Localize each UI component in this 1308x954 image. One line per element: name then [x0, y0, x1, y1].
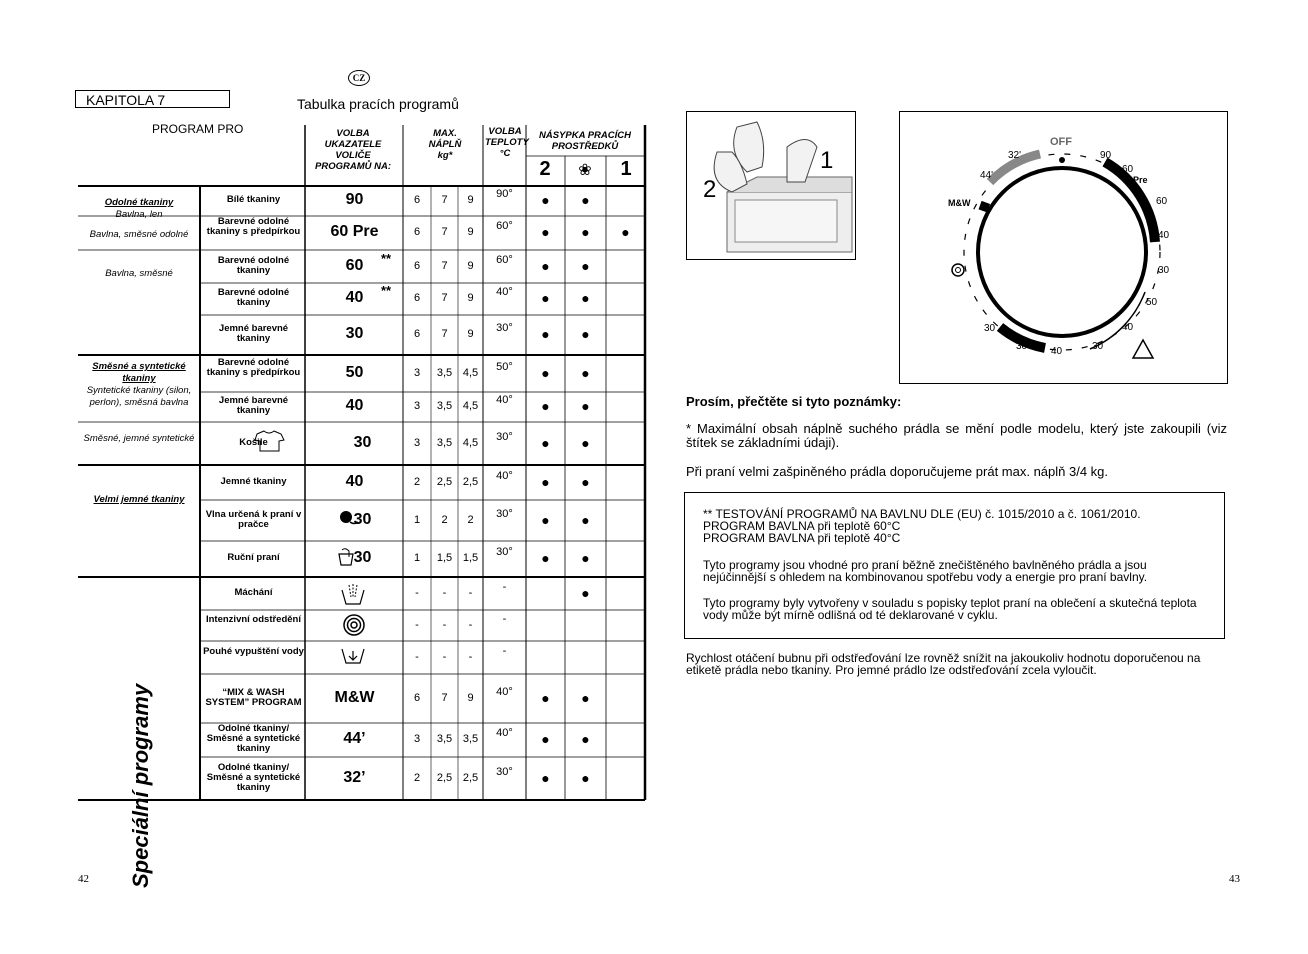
group-smesne-jemne: Směsné, jemné syntetické: [83, 433, 195, 444]
dial-40: 40: [1158, 230, 1170, 241]
group-bavlna-smesne-odolne: Bavlna, směsné odolné: [89, 229, 189, 240]
row-5-l3: 9: [467, 328, 474, 340]
row-12-d3: ●: [581, 584, 590, 601]
col-load-header: MAX. NÁPLŇ kg*: [428, 128, 462, 161]
row-9-l2: 2,5: [436, 475, 453, 488]
row-4-program: Barevné odolné tkaniny: [217, 287, 290, 308]
col-temp-header: VOLBA TEPLOTY °C: [485, 126, 529, 159]
row-11-l1: 1: [413, 552, 421, 564]
dial-wool-30: 30: [1016, 341, 1028, 352]
dial-mw: M&W: [948, 198, 971, 208]
dial-delicate-40: 40: [1051, 346, 1063, 357]
note-dirty-laundry: Při praní velmi zašpiněného prádla doporučujeme prát max. náplň 3/4 kg.: [686, 464, 1109, 479]
row-2-d3: ●: [581, 224, 590, 240]
row-16-temp: 40°: [496, 727, 513, 739]
box-paragraph-3: Tyto programy byly vytvořeny v souladu s popisky teplot praní na oblečení a skutečná teplota vody může být mírně odlišná od té deklarované v cyklu.: [703, 596, 1197, 622]
row-7-l2: 3,5: [436, 400, 453, 412]
chapter-label: KAPITOLA 7: [75, 90, 230, 108]
row-12-program: Máchání: [234, 586, 273, 598]
row-7-temp: 40°: [496, 394, 513, 406]
dial-50: 50: [1146, 297, 1158, 308]
row-16-d2: ●: [541, 731, 550, 747]
row-4-selector: 40: [345, 289, 364, 306]
dial-30: 30: [1158, 265, 1170, 276]
row-4-l1: 6: [413, 292, 421, 304]
row-7-l3: 4,5: [462, 400, 479, 412]
row-15-l1: 6: [413, 691, 421, 704]
row-12-l2: -: [442, 586, 447, 599]
dial-30-synth: 30: [1092, 341, 1104, 352]
row-2-d2: ●: [541, 224, 550, 240]
row-1-l3: 9: [467, 194, 474, 206]
rinse-icon: [340, 582, 366, 606]
row-17-selector: 32’: [343, 768, 366, 786]
row-10-l1: 1: [413, 513, 421, 526]
row-16-program: Odolné tkaniny/ Směsné a syntetické tkaniny: [206, 723, 301, 754]
row-1-selector: 90: [345, 191, 364, 208]
row-14-temp: -: [502, 644, 507, 657]
row-6-l1: 3: [413, 366, 421, 379]
col-selector-header: VOLBA UKAZATELE VOLIČE PROGRAMŮ NA:: [315, 128, 391, 172]
row-3-d2: ●: [541, 257, 550, 274]
row-3-temp: 60°: [496, 253, 513, 266]
row-3-suffix: **: [381, 250, 392, 266]
row-5-temp: 30°: [496, 322, 513, 334]
row-7-l1: 3: [413, 400, 421, 412]
row-9-selector: 40: [345, 472, 364, 490]
row-4-l2: 7: [441, 292, 448, 304]
testing-note-box: [684, 492, 1225, 639]
page-number-right: 43: [1229, 873, 1240, 885]
row-6-d2: ●: [541, 364, 550, 381]
language-badge: CZ: [348, 70, 370, 86]
row-12-l3: -: [468, 586, 473, 599]
row-11-l3: 1,5: [462, 552, 479, 564]
row-17-l2: 2,5: [436, 771, 453, 784]
row-5-d3: ●: [581, 326, 590, 342]
program-dial-figure: [899, 111, 1228, 384]
row-14-program: Pouhé vypuštění vody: [203, 645, 304, 657]
row-13-l1: -: [415, 618, 419, 631]
row-9-program: Jemné tkaniny: [220, 475, 287, 487]
drawer-figure-label-1: 1: [820, 147, 834, 174]
dial-40-synth: 40: [1122, 322, 1134, 333]
col-detergent-header: NÁSYPKA PRACÍCH PROSTŘEDKŮ: [538, 130, 632, 152]
row-10-l2: 2: [441, 513, 448, 526]
row-8-d2: ●: [541, 434, 550, 451]
row-1-temp: 90°: [496, 188, 513, 200]
handwash-icon: [336, 546, 356, 568]
row-14-l2: -: [442, 650, 447, 663]
row-2-selector: 60 Pre: [330, 223, 379, 240]
row-2-d1: ●: [621, 224, 630, 240]
group-bavlna-smesne: Bavlna, směsné: [105, 268, 173, 279]
drawer-compartment-2: 2: [539, 158, 551, 180]
note-max-load: * Maximální obsah náplně suchého prádla se mění podle modelu, který jste zakoupili (viz štítek se základními údaji).: [686, 421, 1227, 450]
row-6-selector: 50: [345, 363, 364, 381]
flower-icon: ❀: [578, 162, 592, 179]
dial-handwash-30: 30: [984, 323, 996, 334]
group-velmi-jemne: Velmi jemné tkaniny: [93, 494, 185, 505]
row-16-l3: 3,5: [462, 733, 479, 745]
dial-off: OFF: [1050, 136, 1072, 148]
wool-icon: [338, 508, 360, 530]
dial-pre: Pre: [1133, 175, 1148, 185]
row-15-d3: ●: [581, 689, 590, 706]
row-10-d3: ●: [581, 511, 590, 528]
row-12-l1: -: [415, 586, 419, 599]
row-7-program: Jemné barevné tkaniny: [218, 395, 289, 416]
row-15-temp: 40°: [496, 685, 513, 698]
row-11-l2: 1,5: [436, 552, 453, 564]
row-10-program: Vlna určená k praní v pračce: [205, 508, 302, 530]
row-5-program: Jemné barevné tkaniny: [218, 323, 289, 344]
row-9-d3: ●: [581, 473, 590, 490]
row-2-l3: 9: [467, 226, 474, 238]
row-5-l2: 7: [441, 328, 448, 340]
drawer-compartment-1: 1: [620, 158, 632, 180]
row-8-d3: ●: [581, 434, 590, 451]
row-13-l2: -: [442, 618, 447, 631]
drawer-figure-label-2: 2: [703, 176, 717, 203]
detergent-drawer-figure: [686, 111, 856, 260]
row-11-d3: ●: [581, 550, 590, 566]
row-13-program: Intenzivní odstředění: [205, 613, 301, 625]
row-2-temp: 60°: [496, 220, 513, 232]
col-program-for: PROGRAM PRO: [152, 122, 244, 136]
row-7-selector: 40: [345, 397, 364, 414]
dial-44min: 44': [980, 170, 994, 181]
row-3-selector: 60: [345, 256, 364, 274]
row-6-d3: ●: [581, 364, 590, 381]
row-17-l1: 2: [413, 771, 421, 784]
row-13-l3: -: [468, 618, 473, 631]
row-11-d2: ●: [541, 550, 550, 566]
special-programs-label: Speciální programy: [128, 683, 153, 888]
row-5-d2: ●: [541, 326, 550, 342]
row-8-l2: 3,5: [436, 436, 453, 449]
row-17-temp: 30°: [496, 765, 513, 778]
row-8-temp: 30°: [496, 430, 513, 443]
row-10-l3: 2: [467, 513, 474, 526]
row-6-l2: 3,5: [436, 366, 453, 379]
row-10-d2: ●: [541, 511, 550, 528]
row-7-d3: ●: [581, 398, 590, 414]
row-11-program: Ruční praní: [227, 552, 280, 563]
group-odolne: Odolné tkaniny Bavlna, len: [104, 197, 174, 220]
row-9-temp: 40°: [496, 469, 513, 482]
row-4-d3: ●: [581, 290, 590, 306]
row-17-program: Odolné tkaniny/ Směsné a syntetické tkaniny: [206, 761, 301, 793]
row-15-program: “MIX & WASH SYSTEM” PROGRAM: [205, 686, 302, 708]
row-6-l3: 4,5: [462, 366, 479, 379]
row-3-d3: ●: [581, 257, 590, 274]
drain-icon: [340, 645, 366, 669]
row-16-d3: ●: [581, 731, 590, 747]
notes-title: Prosím, přečtěte si tyto poznámky:: [686, 394, 902, 409]
row-16-l1: 3: [413, 733, 421, 745]
dial-90: 90: [1100, 150, 1112, 161]
row-1-l2: 7: [441, 194, 448, 206]
row-10-selector: 30: [353, 510, 372, 528]
row-8-program: Košile: [239, 436, 268, 448]
row-13-temp: -: [502, 612, 507, 625]
page-number-left: 42: [78, 873, 89, 885]
row-4-temp: 40°: [496, 286, 513, 298]
row-1-d3: ●: [581, 192, 590, 208]
box-line-1: ** TESTOVÁNÍ PROGRAMŮ NA BAVLNU DLE (EU) č. 1015/2010 a č. 1061/2010.: [703, 507, 1141, 521]
row-1-l1: 6: [413, 194, 421, 206]
row-4-d2: ●: [541, 290, 550, 306]
row-3-program: Barevné odolné tkaniny: [217, 254, 290, 276]
box-line-2: PROGRAM BAVLNA při teplotě 60°C: [703, 519, 901, 533]
row-4-l3: 9: [467, 292, 474, 304]
row-3-l2: 7: [441, 259, 448, 272]
row-2-l1: 6: [413, 226, 421, 238]
dial-32min: 32': [1008, 150, 1022, 161]
row-11-temp: 30°: [496, 546, 513, 558]
dial-60-pre: 60: [1122, 164, 1134, 175]
row-9-l1: 2: [413, 475, 421, 488]
row-5-l1: 6: [413, 328, 421, 340]
row-15-selector: M&W: [334, 688, 375, 706]
page-title: Tabulka pracích programů: [297, 96, 459, 112]
row-14-l3: -: [468, 650, 473, 663]
row-10-temp: 30°: [496, 507, 513, 520]
row-9-l3: 2,5: [462, 475, 479, 488]
row-15-l2: 7: [441, 691, 448, 704]
box-paragraph-2: Tyto programy jsou vhodné pro praní běžně znečištěného bavlněného prádla a jsou nejúčinnější s ohledem na kombinovanou spotřebu vody a energie pro praní bavlny.: [703, 558, 1148, 584]
row-15-d2: ●: [541, 689, 550, 706]
row-8-l1: 3: [413, 436, 421, 449]
row-3-l1: 6: [413, 259, 421, 272]
dial-60: 60: [1156, 196, 1168, 207]
row-16-l2: 3,5: [436, 733, 453, 745]
row-8-l3: 4,5: [462, 436, 479, 449]
row-15-l3: 9: [467, 691, 474, 704]
row-3-l3: 9: [467, 259, 474, 272]
row-6-temp: 50°: [496, 360, 513, 373]
row-2-program: Barevné odolné tkaniny s předpírkou: [206, 216, 301, 237]
row-17-d2: ●: [541, 769, 550, 786]
row-12-temp: -: [502, 580, 507, 593]
row-17-l3: 2,5: [462, 771, 479, 784]
row-9-d2: ●: [541, 473, 550, 490]
row-1-d2: ●: [541, 192, 550, 208]
row-11-selector: 30: [353, 549, 372, 566]
row-16-selector: 44’: [343, 730, 366, 747]
row-5-selector: 30: [345, 325, 364, 342]
group-smesne-synteticke: Směsné a syntetické tkaniny Syntetické tkaniny (silon, perlon), směsná bavlna: [86, 361, 192, 408]
row-14-l1: -: [415, 650, 419, 663]
row-17-d3: ●: [581, 769, 590, 786]
row-6-program: Barevné odolné tkaniny s předpírkou: [206, 356, 301, 378]
row-7-d2: ●: [541, 398, 550, 414]
row-2-l2: 7: [441, 226, 448, 238]
note-spin-speed: Rychlost otáčení bubnu při odstřeďování lze rovněž snížit na jakoukoliv hodnotu doporučenou na etiketě prádla nebo tkaniny. Pro jemné prádlo lze odstřeďování zcela vyloučit.: [686, 651, 1201, 677]
spin-icon: [342, 613, 366, 637]
box-line-3: PROGRAM BAVLNA při teplotě 40°C: [703, 531, 901, 545]
shirt-icon: [252, 428, 286, 454]
row-4-suffix: **: [381, 283, 392, 298]
row-1-program: Bílé tkaniny: [226, 194, 281, 205]
row-8-selector: 30: [353, 433, 372, 451]
